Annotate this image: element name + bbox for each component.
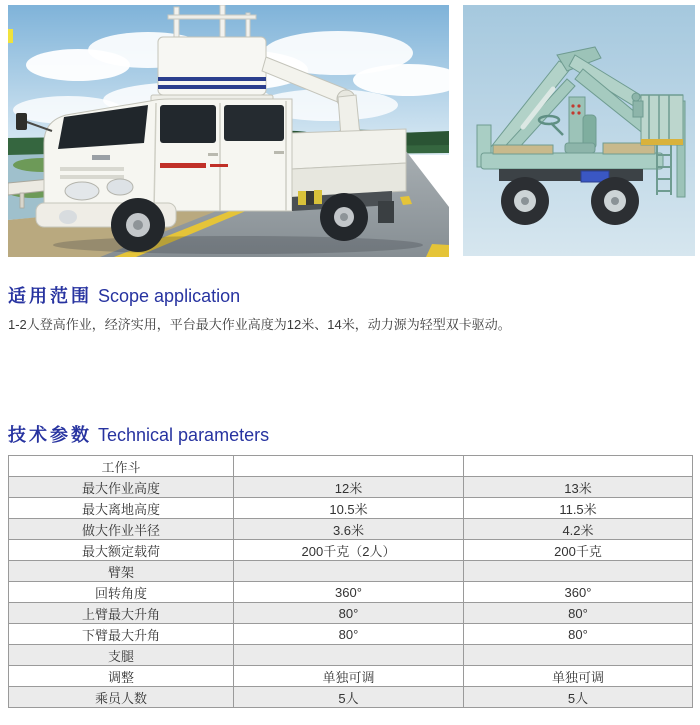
table-row xyxy=(9,498,693,519)
param-value-model2: 单独可调 xyxy=(464,666,693,687)
technical-parameters-heading xyxy=(8,425,269,447)
param-value-model1: 10.5米 xyxy=(234,498,464,519)
param-value-model2: 200千克 xyxy=(464,540,693,561)
param-value-model2 xyxy=(464,456,693,477)
photo-truck-mounted-platform xyxy=(8,5,449,257)
table-row xyxy=(9,519,693,540)
param-value-model2: 360° xyxy=(464,582,693,603)
scope-heading-zh: 适用范围 xyxy=(8,286,92,306)
param-value-model1: 12米 xyxy=(234,477,464,498)
table-row xyxy=(9,561,693,582)
scope-description: 1-2人登高作业，经济实用，平台最大作业高度为12米、14米，动力源为轻型双卡驱动。 xyxy=(8,317,511,332)
param-label: 调整 xyxy=(9,666,234,687)
param-label: 乘员人数 xyxy=(9,687,234,708)
param-label: 工作斗 xyxy=(9,456,234,477)
param-value-model1 xyxy=(234,456,464,477)
param-label: 最大离地高度 xyxy=(9,498,234,519)
param-label: 做大作业半径 xyxy=(9,519,234,540)
param-value-model1: 360° xyxy=(234,582,464,603)
scope-application-heading xyxy=(8,286,240,308)
parameters-table xyxy=(8,455,693,708)
photo-trailer-boom-lift xyxy=(463,5,695,256)
tech-heading-zh: 技术参数 xyxy=(8,425,92,445)
tech-heading-en: Technical parameters xyxy=(98,425,270,445)
table-row xyxy=(9,477,693,498)
param-value-model2: 80° xyxy=(464,603,693,624)
table-row xyxy=(9,687,693,708)
param-value-model1: 5人 xyxy=(234,687,464,708)
param-value-model1: 200千克（2人） xyxy=(234,540,464,561)
param-value-model1: 3.6米 xyxy=(234,519,464,540)
param-value-model1 xyxy=(234,561,464,582)
param-label: 支腿 xyxy=(9,645,234,666)
param-label: 回转角度 xyxy=(9,582,234,603)
param-label: 上臂最大升角 xyxy=(9,603,234,624)
param-label: 最大额定载荷 xyxy=(9,540,234,561)
param-value-model2: 80° xyxy=(464,624,693,645)
param-label: 最大作业高度 xyxy=(9,477,234,498)
param-value-model2: 13米 xyxy=(464,477,693,498)
param-value-model2 xyxy=(464,561,693,582)
table-row xyxy=(9,666,693,687)
table-row xyxy=(9,456,693,477)
param-value-model1 xyxy=(234,645,464,666)
param-label: 臂架 xyxy=(9,561,234,582)
param-label: 下臂最大升角 xyxy=(9,624,234,645)
param-value-model1: 80° xyxy=(234,624,464,645)
param-value-model1: 单独可调 xyxy=(234,666,464,687)
table-row xyxy=(9,603,693,624)
scope-heading-en: Scope application xyxy=(98,286,241,306)
table-row xyxy=(9,624,693,645)
table-row xyxy=(9,582,693,603)
param-value-model1: 80° xyxy=(234,603,464,624)
param-value-model2: 4.2米 xyxy=(464,519,693,540)
table-row xyxy=(9,540,693,561)
product-photos xyxy=(8,5,695,257)
param-value-model2: 5人 xyxy=(464,687,693,708)
param-value-model2: 11.5米 xyxy=(464,498,693,519)
table-row xyxy=(9,645,693,666)
param-value-model2 xyxy=(464,645,693,666)
